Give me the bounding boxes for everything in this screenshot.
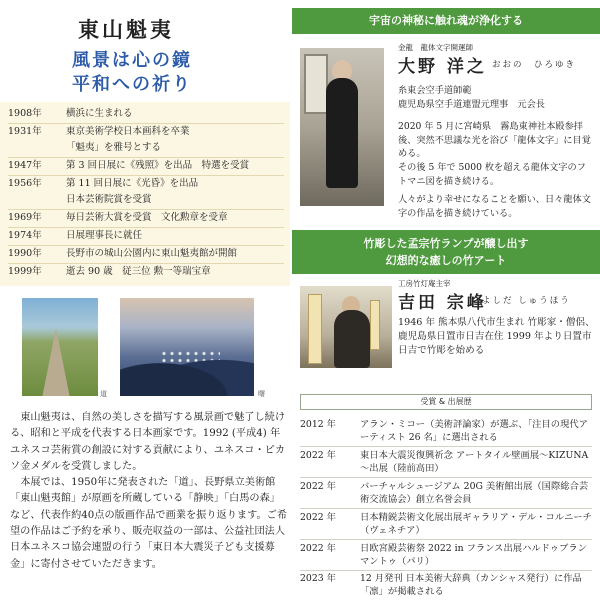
subtitle-line2: 平和への祈り xyxy=(72,74,192,95)
artist-name: 吉田 宗峰 xyxy=(398,293,487,313)
timeline-row xyxy=(8,126,190,138)
divider xyxy=(300,539,592,540)
divider xyxy=(300,570,592,571)
timeline-year: 1974年 xyxy=(8,230,42,241)
band-line: 幻想的な癒しの竹アート xyxy=(385,254,507,267)
timeline-row xyxy=(8,248,237,260)
award-text: アラン・ミコー（美術評論家）が選ぶ、「注目の現代アーティスト 26 名」に選出される xyxy=(360,419,588,444)
artist-paragraph: 2020 年 5 月に宮崎県 霧島東神社本殿参拝後、突然不思議な光を浴び「龍体文字」に目覚める。 xyxy=(398,121,591,159)
trees-shape xyxy=(120,350,254,396)
section-band: 宇宙の神秘に触れ魂が浄化する xyxy=(292,8,600,34)
lamp-shape xyxy=(370,300,380,350)
award-year: 2012 年 xyxy=(300,419,336,430)
timeline-event: 横浜に生まれる xyxy=(66,108,133,119)
window-shape xyxy=(304,54,328,114)
timeline-year: 1908年 xyxy=(8,108,42,119)
portrait-photo xyxy=(300,48,384,206)
lamp-shape xyxy=(308,294,322,364)
divider xyxy=(8,227,284,228)
right-panel xyxy=(292,0,600,600)
award-year: 2022 年 xyxy=(300,481,336,492)
timeline-row xyxy=(8,194,152,206)
band-line: 竹彫した孟宗竹ランプが醸し出す xyxy=(363,237,529,250)
timeline-year: 1969年 xyxy=(8,212,42,223)
timeline-row xyxy=(8,212,228,224)
divider xyxy=(8,175,284,176)
artist-paragraph: 人々がより幸せになることを願い、日々龍体文字の作品を描き続けている。 xyxy=(398,194,591,219)
image-caption: 曙 xyxy=(258,390,265,398)
road-shape xyxy=(42,328,70,396)
award-year: 2023 年 xyxy=(300,573,336,584)
award-text: 12 月発刊 日本美術大辞典（カンシャス発行）に作品「凛」が掲載される xyxy=(360,573,582,598)
timeline-row xyxy=(8,230,142,242)
timeline-event: 第 3 回日展に《残照》を出品 特選を受賞 xyxy=(66,160,250,171)
award-year: 2022 年 xyxy=(300,512,336,523)
person-shape xyxy=(334,310,370,368)
artist-photo xyxy=(300,286,392,368)
page-title: 東山魁夷 xyxy=(78,17,174,42)
divider xyxy=(300,508,592,509)
award-text: バーチャルシュージアム 20G 美術館出展（国際総合芸術交流協会）創立名誉会員 xyxy=(360,481,589,506)
artist-meta: 金龍 龍体文字開運師 xyxy=(398,43,473,52)
timeline-year: 1990年 xyxy=(8,248,42,259)
timeline-event: 日展理事長に就任 xyxy=(66,230,143,241)
timeline-row xyxy=(8,142,161,154)
painting-road-image xyxy=(22,298,98,396)
award-text: 日本精鋭芸術文化展出展ギャラリア・デル・コルニーチ（ヴェネチア） xyxy=(360,512,592,537)
timeline-row xyxy=(8,266,211,278)
timeline-event: 逝去 90 歳 従三位 勲一等瑞宝章 xyxy=(66,266,211,277)
timeline-event: 「魁夷」を雅号とする xyxy=(66,142,162,153)
painting-dawn-image xyxy=(120,298,254,396)
timeline-row xyxy=(8,108,133,120)
artist-role: 鹿児島県空手道連盟元理事 元会長 xyxy=(398,99,545,110)
divider xyxy=(8,157,284,158)
divider xyxy=(8,209,284,210)
timeline-year: 1931年 xyxy=(8,126,42,137)
divider xyxy=(8,123,284,124)
artist-meta: 工房竹灯庵主宰 xyxy=(398,279,451,288)
person-shape xyxy=(326,78,358,188)
timeline-row xyxy=(8,160,249,172)
divider xyxy=(8,263,284,264)
timeline-event: 長野市の城山公園内に東山魁夷館が開館 xyxy=(66,248,238,259)
image-caption: 道 xyxy=(100,390,107,398)
timeline-year: 1956年 xyxy=(8,178,42,189)
timeline-year: 1947年 xyxy=(8,160,42,171)
timeline xyxy=(0,102,290,286)
artist-reading: よしだ しゅうほう xyxy=(482,296,571,306)
timeline-row xyxy=(8,178,198,190)
divider xyxy=(8,245,284,246)
award-year: 2022 年 xyxy=(300,543,336,554)
divider xyxy=(300,446,592,447)
artist-bio: 1946 年 熊本県八代市生まれ 竹彫家・僧侶、鹿児島県日置市日吉在住 1999 年より日置市日吉で竹彫を始める xyxy=(398,317,595,357)
timeline-year: 1999年 xyxy=(8,266,42,277)
paragraph: 東山魁夷は、自然の美しさを描写する風景画で魅了し続ける、昭和と平成を代表する日本画家です。1992 (平成4) 年ユネスコ芸術賞の創設に対する貢献により、ユネスコ・ピカソ金メダルを受賞しました。 xyxy=(10,412,286,472)
awards-heading: 受賞 & 出展歴 xyxy=(300,394,592,410)
award-year: 2022 年 xyxy=(300,450,336,461)
artist-role: 糸東会空手道師範 xyxy=(398,85,472,96)
paragraph: 本展では、1950年に発表された「道」、長野県立美術館「東山魁夷館」が原画を所蔵している「静映」「白馬の森」など、代表作約40点の版画作品で画業を振り返ります。ご希望の作品はご予約を承り、販売収益の一部は、公益社団法人日本ユネスコ協会連盟の行う「東日本大震災子ども支援募金」に寄付させていただきます。 xyxy=(10,477,288,570)
artist-name: 大野 洋之 xyxy=(398,57,487,77)
timeline-event: 東京美術学校日本画科を卒業 xyxy=(66,126,190,137)
award-text: 東日本大震災復興祈念 アートタイル壁画展～KIZUNA～出展（陸前高田） xyxy=(360,450,589,475)
timeline-event: 毎日芸術大賞を受賞 文化勲章を受章 xyxy=(66,212,228,223)
section-band xyxy=(292,230,600,274)
divider xyxy=(300,477,592,478)
subtitle-line1: 風景は心の鏡 xyxy=(72,50,192,71)
timeline-event: 日本芸術院賞を受賞 xyxy=(66,194,152,205)
left-panel xyxy=(0,0,290,600)
artist-reading: おおの ひろゆき xyxy=(492,60,577,70)
artist-paragraph: その後 5 年で 5000 枚を超える龍体文字のフトマニ図を描き続ける。 xyxy=(398,162,586,187)
timeline-event: 第 11 回日展に《光昏》を出品 xyxy=(66,178,199,189)
body-text xyxy=(10,410,288,573)
award-text: 日欧宮殿芸術祭 2022 in フランス出展ハルドゥブランマントゥ（パリ） xyxy=(360,543,587,568)
